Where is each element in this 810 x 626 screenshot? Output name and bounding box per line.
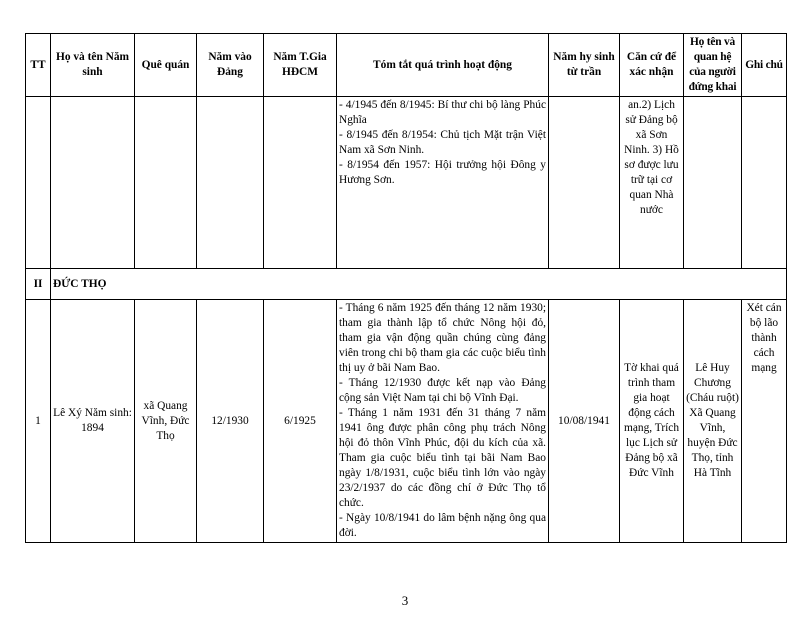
section-title: ĐỨC THỌ	[51, 269, 787, 300]
record-name: Lê Xý Năm sinh: 1894	[51, 300, 135, 543]
header-death-year: Năm hy sinh từ trần	[549, 34, 620, 97]
header-declarant: Họ tên và quan hệ của người đứng khai	[684, 34, 742, 97]
records-table	[25, 33, 787, 543]
header-row	[26, 34, 787, 97]
summary-line: - 8/1954 đến 1957: Hội trưởng hội Đông y Hương Sơn.	[339, 159, 546, 186]
page-number: 3	[401, 593, 409, 608]
record-note: Xét cán bộ lão thành cách mạng	[742, 300, 787, 543]
summary-line: - Tháng 6 năm 1925 đến tháng 12 năm 1930; tham gia thành lập tổ chức Nông hội đỏ, tham gia vận động quần chúng cùng đảng viên trong chi bộ tham gia các cuộc biểu tình thị uy ở bãi Nam Bao.	[339, 302, 546, 374]
record-basis: Tờ khai quá trình tham gia hoạt động cách mạng, Trích lục Lịch sử Đảng bộ xã Đức Vĩnh	[620, 300, 684, 543]
summary-line: - 8/1945 đến 8/1954: Chủ tịch Mặt trận Việt Nam xã Sơn Ninh.	[339, 129, 546, 156]
header-tt: TT	[26, 34, 51, 97]
header-basis: Căn cứ để xác nhận	[620, 34, 684, 97]
summary-line: - 4/1945 đến 8/1945: Bí thư chi bộ làng Phúc Nghĩa	[339, 99, 546, 126]
summary-line: - Tháng 12/1930 được kết nạp vào Đảng cộng sản Việt Nam tại chi bộ Vĩnh Đại.	[339, 377, 546, 404]
table-row	[26, 300, 787, 543]
header-summary: Tóm tắt quá trình hoạt động	[337, 34, 549, 97]
record-hometown: xã Quang Vĩnh, Đức Thọ	[135, 300, 197, 543]
record-death-year: 10/08/1941	[549, 300, 620, 543]
summary-line: - Tháng 1 năm 1931 đến 31 tháng 7 năm 1941 ông được phân công phụ trách Nông hội đỏ thôn Vĩnh Phúc, đội du kích của xã. Tham gia cuộc biểu tình tại bãi Nam Bao ngày 1/8/1931, cuộc biểu tình lớn vào ngày 23/2/1937 do các đồng chí ở Đức Thọ tổ chức.	[339, 407, 546, 509]
record-tt: 1	[26, 300, 51, 543]
record-hdcm-year: 6/1925	[264, 300, 337, 543]
continued-basis: an.2) Lịch sử Đảng bộ xã Sơn Ninh. 3) Hồ sơ được lưu trữ tại cơ quan Nhà nước	[620, 97, 684, 269]
section-number: II	[26, 269, 51, 300]
header-note: Ghi chú	[742, 34, 787, 97]
record-party-year: 12/1930	[197, 300, 264, 543]
continued-row	[26, 97, 787, 269]
header-party-year: Năm vào Đảng	[197, 34, 264, 97]
summary-line: - Ngày 10/8/1941 do lâm bệnh nặng ông qua đời.	[339, 512, 546, 539]
header-hometown: Quê quán	[135, 34, 197, 97]
header-hdcm-year: Năm T.Gia HĐCM	[264, 34, 337, 97]
continued-summary	[337, 97, 549, 269]
record-declarant: Lê Huy Chương (Cháu ruột) Xã Quang Vĩnh, huyện Đức Thọ, tỉnh Hà Tĩnh	[684, 300, 742, 543]
section-row	[26, 269, 787, 300]
header-name: Họ và tên Năm sinh	[51, 34, 135, 97]
record-summary	[337, 300, 549, 543]
